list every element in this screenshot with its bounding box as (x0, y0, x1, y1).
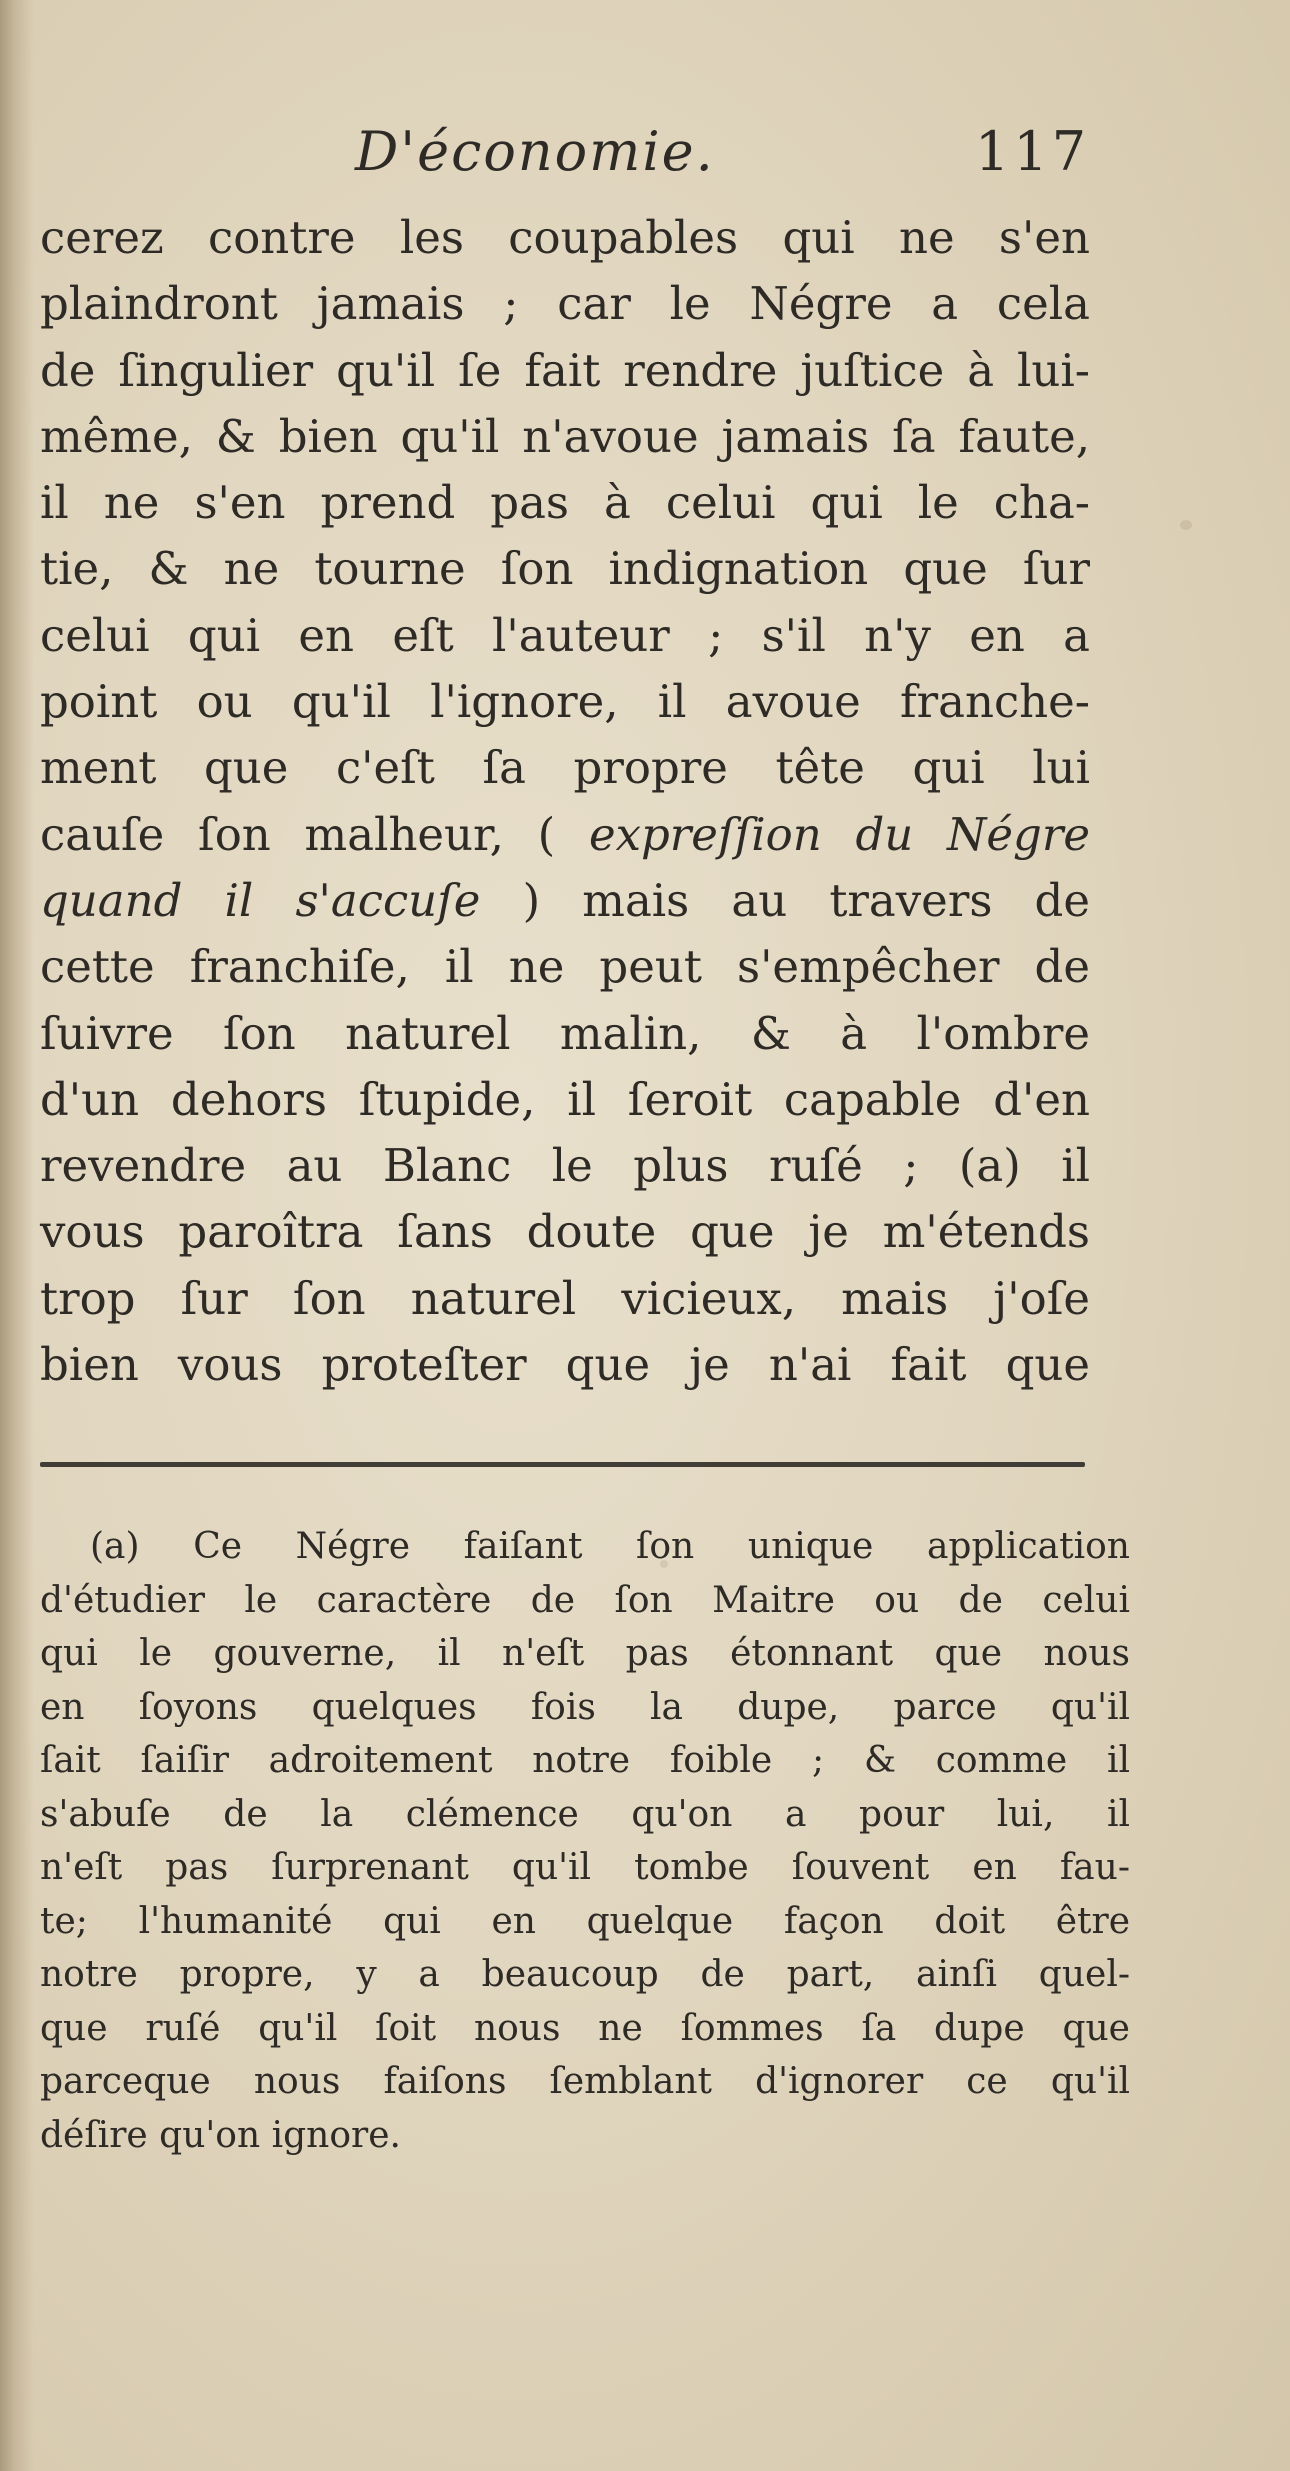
text-line (40, 868, 1090, 934)
text-line: point ou qu'il l'ignore, il avoue franche- (40, 675, 1090, 729)
text-line (40, 802, 1090, 868)
text-line: tie, & ne tourne ſon indignation que ſur (40, 542, 1090, 596)
page-number: 117 (975, 120, 1091, 183)
paper-foxing-spot (1180, 520, 1192, 530)
footnote-line: en ſoyons quelques fois la dupe, parce qu'il (40, 1686, 1130, 1728)
text-line: celui qui en eſt l'auteur ; s'il n'y en a (40, 608, 1090, 662)
footnote-line: (a) Ce Négre faiſant ſon unique application (90, 1526, 1130, 1567)
footnote-line: qui le gouverne, il n'eſt pas étonnant que nous (40, 1633, 1130, 1674)
footnote-line: d'étudier le caractère de ſon Maitre ou de celui (40, 1579, 1130, 1621)
text-line: trop ſur ſon naturel vicieux, mais j'oſe (40, 1271, 1090, 1325)
text-line: revendre au Blanc le plus ruſé ; (a) il (40, 1139, 1090, 1193)
italic-expression: expreſſion du Négre (588, 807, 1090, 861)
footnote-line: que ruſé qu'il ſoit nous ne ſommes ſa dupe que (40, 2007, 1130, 2049)
footnote-separator-rule (40, 1462, 1085, 1467)
text-line: de ſingulier qu'il ſe fait rendre juſtice à lui- (40, 343, 1090, 397)
text-line: cerez contre les coupables qui ne s'en (40, 211, 1090, 264)
text-run: cauſe ſon malheur, ( (40, 807, 589, 861)
main-text (40, 205, 1090, 1398)
footnote-line: n'eſt pas ſurprenant qu'il tombe ſouvent en fau- (40, 1847, 1130, 1888)
binding-gutter-shadow (0, 0, 34, 2471)
running-header (0, 120, 1290, 200)
footnote-line: te; l'humanité qui en quelque façon doit être (40, 1900, 1130, 1942)
footnote-line: s'abuſe de la clémence qu'on a pour lui, il (40, 1793, 1130, 1835)
footnote-line: ſait ſaiſir adroitement notre foible ; & comme il (40, 1740, 1130, 1781)
text-line: d'un dehors ſtupide, il ſeroit capable d'en (40, 1072, 1090, 1126)
text-line: bien vous proteſter que je n'ai fait que (40, 1338, 1090, 1392)
running-title: D'économie. (355, 120, 715, 183)
text-line: plaindront jamais ; car le Négre a cela (40, 277, 1090, 331)
footnote-line: parceque nous faiſons ſemblant d'ignorer ce qu'il (40, 2061, 1130, 2102)
text-line: même, & bien qu'il n'avoue jamais ſa faute, (40, 409, 1090, 463)
text-run: ) mais au travers de (522, 873, 1090, 927)
footnote-line: notre propre, y a beaucoup de part, ainſi quel- (40, 1954, 1130, 1995)
italic-expression: quand il s'accuſe (40, 873, 481, 927)
text-line: il ne s'en prend pas à celui qui le cha- (40, 476, 1090, 530)
text-line: vous paroîtra ſans doute que je m'étends (40, 1205, 1090, 1259)
text-line: ſuivre ſon naturel malin, & à l'ombre (40, 1006, 1090, 1060)
text-line: ment que c'eſt ſa propre tête qui lui (40, 741, 1090, 795)
footnote-line: déſire qu'on ignore. (40, 2114, 401, 2156)
footnote (40, 1520, 1130, 2162)
text-line: cette franchiſe, il ne peut s'empêcher de (40, 940, 1090, 994)
